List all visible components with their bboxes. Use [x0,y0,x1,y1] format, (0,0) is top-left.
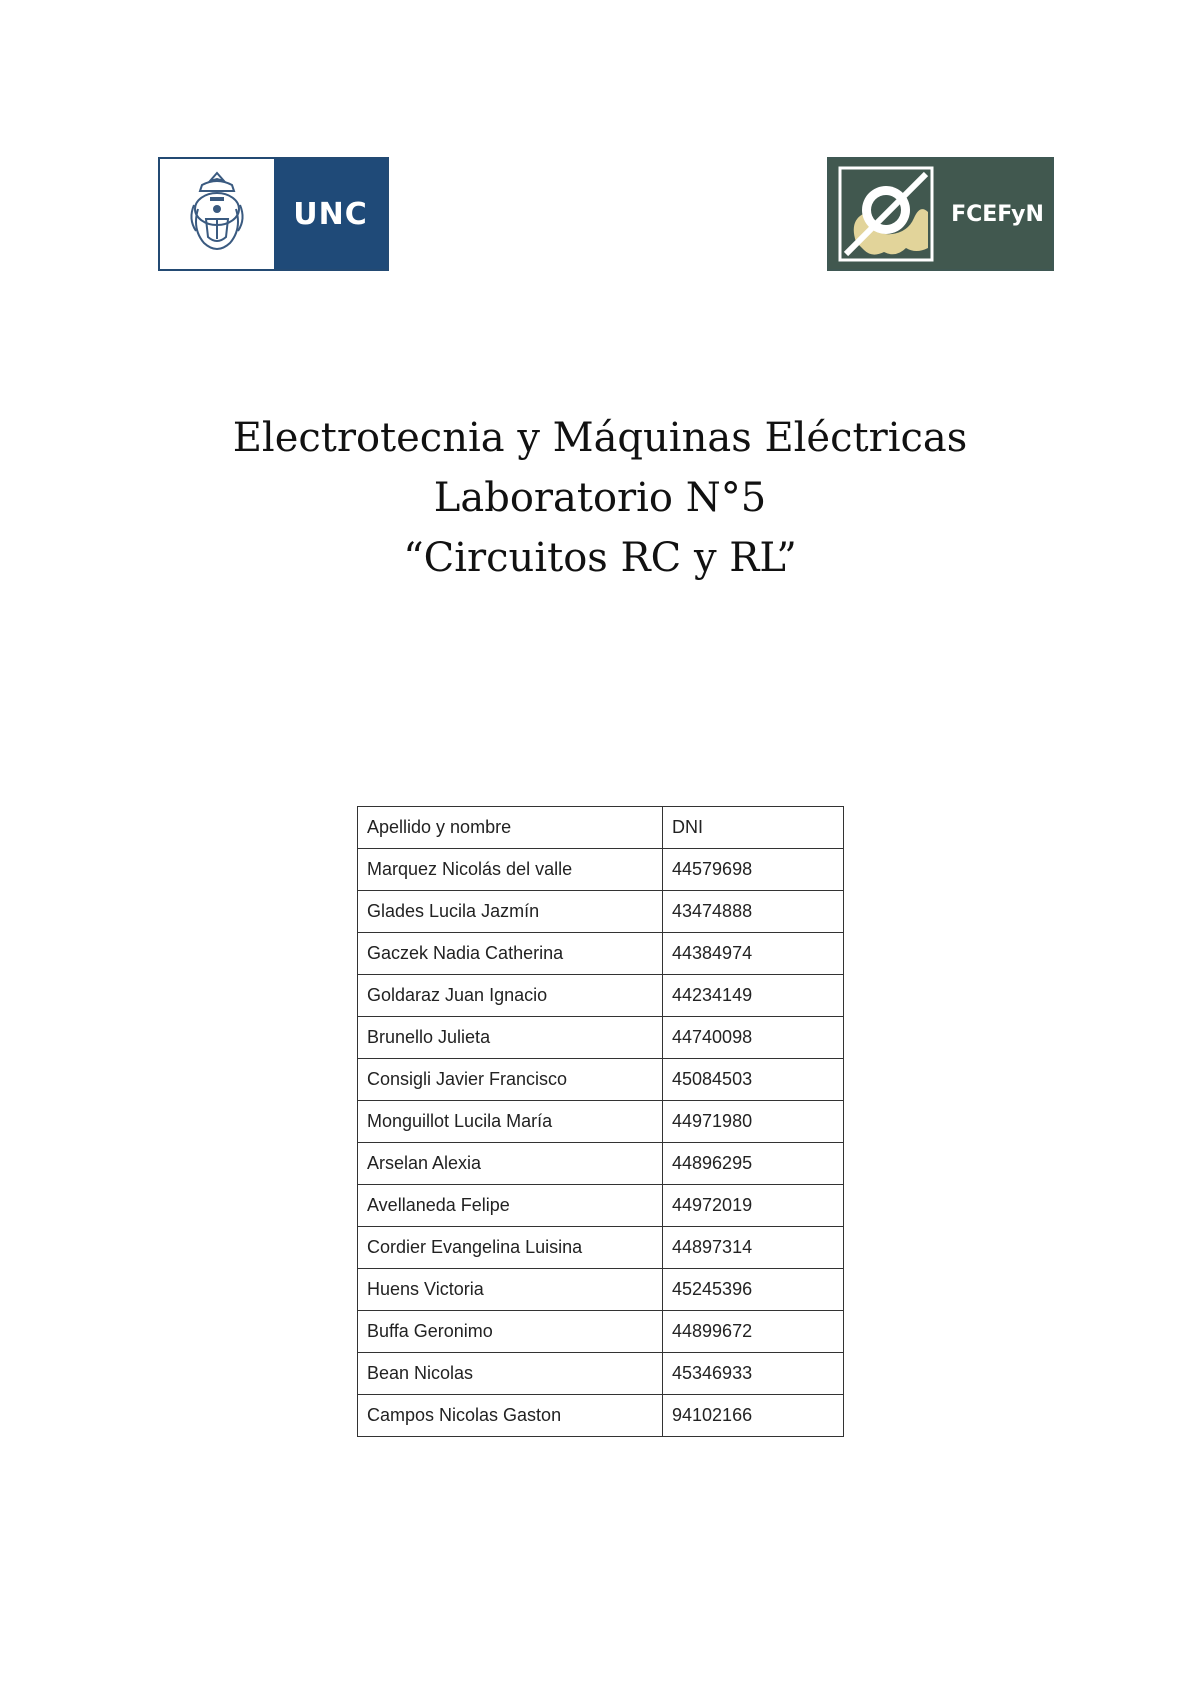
student-dni: 44899672 [663,1311,844,1353]
student-name: Buffa Geronimo [358,1311,663,1353]
student-dni: 44972019 [663,1185,844,1227]
student-name: Avellaneda Felipe [358,1185,663,1227]
table-row [358,1395,844,1437]
fcefyn-logo [827,157,1054,271]
title-subject: “Circuitos RC y RL” [403,535,797,581]
table-row [358,1227,844,1269]
title-course: Electrotecnia y Máquinas Eléctricas [232,415,968,461]
student-name: Monguillot Lucila María [358,1101,663,1143]
table-row [358,1101,844,1143]
student-dni: 94102166 [663,1395,844,1437]
table-row [358,1353,844,1395]
students-table [357,806,844,1437]
unc-logo-text: UNC [274,159,387,269]
table-row [358,891,844,933]
student-name: Marquez Nicolás del valle [358,849,663,891]
student-name: Brunello Julieta [358,1017,663,1059]
student-name: Glades Lucila Jazmín [358,891,663,933]
student-dni: 44897314 [663,1227,844,1269]
student-dni: 44579698 [663,849,844,891]
faculty-emblem-icon [829,159,943,269]
table-row [358,1311,844,1353]
student-name: Goldaraz Juan Ignacio [358,975,663,1017]
student-name: Gaczek Nadia Catherina [358,933,663,975]
student-name: Arselan Alexia [358,1143,663,1185]
student-name: Consigli Javier Francisco [358,1059,663,1101]
student-dni: 44384974 [663,933,844,975]
student-dni: 43474888 [663,891,844,933]
document-title [0,408,1200,588]
student-name: Huens Victoria [358,1269,663,1311]
student-name: Cordier Evangelina Luisina [358,1227,663,1269]
column-header-dni: DNI [663,807,844,849]
table-row [358,933,844,975]
table-row [358,1059,844,1101]
table-row [358,1143,844,1185]
student-dni: 45084503 [663,1059,844,1101]
table-header-row [358,807,844,849]
table-row [358,849,844,891]
fcefyn-logo-text: FCEFyN [951,201,1044,227]
table-row [358,1185,844,1227]
student-dni: 44234149 [663,975,844,1017]
student-name: Bean Nicolas [358,1353,663,1395]
column-header-name: Apellido y nombre [358,807,663,849]
table-row [358,1269,844,1311]
table-row [358,1017,844,1059]
student-dni: 44740098 [663,1017,844,1059]
student-dni: 45245396 [663,1269,844,1311]
student-name: Campos Nicolas Gaston [358,1395,663,1437]
university-seal-icon [160,159,274,269]
unc-logo [158,157,389,271]
table-row [358,975,844,1017]
student-dni: 44971980 [663,1101,844,1143]
student-dni: 45346933 [663,1353,844,1395]
student-dni: 44896295 [663,1143,844,1185]
title-lab-number: Laboratorio N°5 [433,475,767,521]
